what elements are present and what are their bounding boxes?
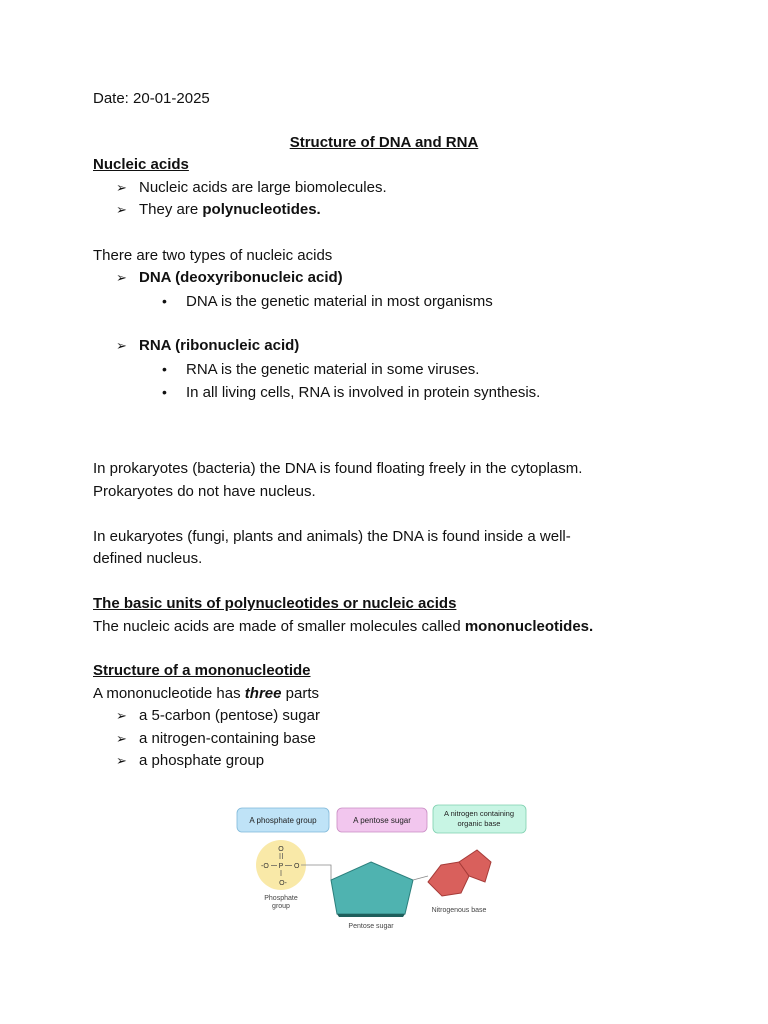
list-item: ➢ They are polynucleotides.	[116, 201, 321, 218]
base-box-text-2: organic base	[457, 819, 501, 828]
sugar-box-text: A pentose sugar	[353, 816, 411, 825]
phosphate-atom-o-left: -O	[261, 863, 269, 870]
list-item: • DNA is the genetic material in most organisms	[162, 293, 493, 310]
list-item: ➢ a phosphate group	[116, 752, 265, 769]
mononucleotide-diagram	[235, 800, 535, 940]
sugar-caption: Pentose sugar	[348, 923, 394, 930]
list-item: ➢ DNA (deoxyribonucleic acid)	[116, 269, 343, 286]
basic-units-heading: The basic units of polynucleotides or nucleic acids	[93, 595, 457, 612]
structure-heading: Structure of a mononucleotide	[93, 662, 311, 679]
phosphate-atom-p: P	[278, 863, 284, 870]
base-caption: Nitrogenous base	[431, 907, 487, 914]
three-parts-line: A mononucleotide has three parts	[93, 685, 319, 702]
arrow-bullet-icon: ➢	[116, 338, 127, 353]
phosphate-caption-1: Phosphate	[264, 895, 298, 902]
list-item: ➢ Nucleic acids are large biomolecules.	[116, 179, 387, 196]
bullet-icon: •	[162, 361, 167, 377]
sugar-base-bond	[413, 876, 428, 880]
phosphate-atom-o-bottom: O-	[279, 880, 287, 887]
list-item: ➢ a 5-carbon (pentose) sugar	[116, 707, 320, 724]
eukaryote-line-2: defined nucleus.	[93, 550, 203, 567]
phosphate-box-text: A phosphate group	[249, 816, 317, 825]
list-item: ➢ RNA (ribonucleic acid)	[116, 337, 300, 354]
pentose-sugar-shadow	[337, 914, 405, 917]
page-title: Structure of DNA and RNA	[289, 134, 479, 151]
arrow-bullet-icon: ➢	[116, 708, 127, 723]
two-types-line: There are two types of nucleic acids	[93, 247, 333, 264]
arrow-bullet-icon: ➢	[116, 202, 127, 217]
basic-units-text: The nucleic acids are made of smaller molecules called mononucleotides.	[93, 618, 594, 635]
list-item: • In all living cells, RNA is involved in protein synthesis.	[162, 384, 541, 401]
phosphate-atom-o-right: O	[294, 863, 300, 870]
nucleic-acids-heading: Nucleic acids	[93, 156, 189, 173]
list-item: • RNA is the genetic material in some viruses.	[162, 361, 480, 378]
phosphate-atom-o-top: O	[278, 846, 284, 853]
bullet-icon: •	[162, 293, 167, 309]
base-box-text-1: A nitrogen containing	[443, 809, 515, 818]
list-item: ➢ a nitrogen-containing base	[116, 730, 316, 747]
date-line: Date: 20-01-2025	[93, 90, 210, 107]
bullet-icon: •	[162, 384, 167, 400]
prokaryote-line-1: In prokaryotes (bacteria) the DNA is found floating freely in the cytoplasm.	[93, 460, 583, 477]
prokaryote-line-2: Prokaryotes do not have nucleus.	[93, 483, 316, 500]
arrow-bullet-icon: ➢	[116, 180, 127, 195]
phosphate-caption-2: group	[272, 903, 290, 910]
pentose-sugar-shape	[331, 862, 413, 914]
arrow-bullet-icon: ➢	[116, 731, 127, 746]
eukaryote-line-1: In eukaryotes (fungi, plants and animals) the DNA is found inside a well-	[93, 528, 571, 545]
arrow-bullet-icon: ➢	[116, 753, 127, 768]
arrow-bullet-icon: ➢	[116, 270, 127, 285]
